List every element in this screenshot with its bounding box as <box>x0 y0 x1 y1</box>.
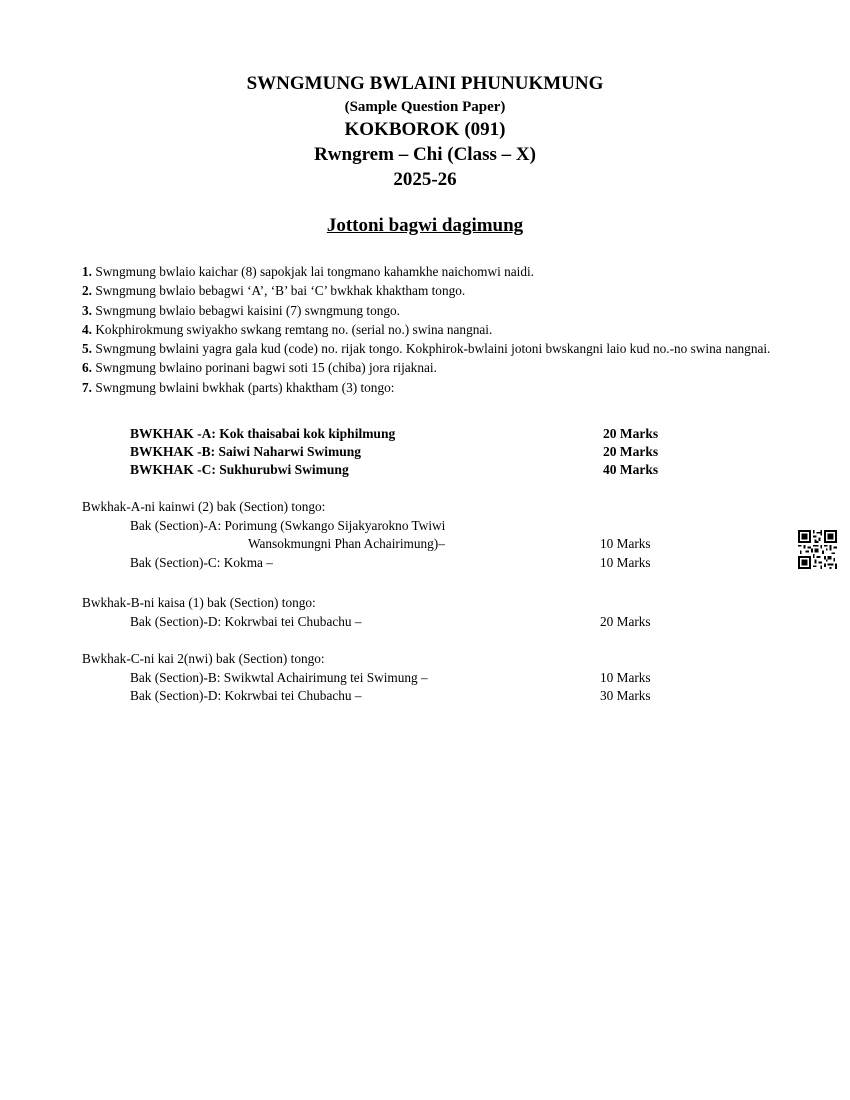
part-row <box>130 425 690 443</box>
instruction-number: 5. <box>82 341 92 357</box>
instruction-item <box>82 281 772 300</box>
section-block-c <box>82 650 682 706</box>
qr-code-icon <box>798 530 837 569</box>
section-line-text: Bak (Section)-C: Kokma – <box>130 554 273 570</box>
section-line <box>82 669 682 688</box>
instruction-number: 7. <box>82 379 92 395</box>
instruction-text: Swngmung bwlaino porinani bagwi soti 15 (chiba) jora rijaknai. <box>95 360 437 376</box>
instruction-item <box>82 301 772 320</box>
instruction-number: 2. <box>82 283 92 299</box>
section-line <box>82 517 682 536</box>
part-label: BWKHAK -B: Saiwi Naharwi Swimung <box>130 444 362 459</box>
page-subtitle: (Sample Question Paper) <box>344 99 506 115</box>
subject-code: KOKBOROK (091) <box>344 119 506 140</box>
instruction-number: 4. <box>82 321 92 337</box>
section-heading: Bwkhak-A-ni kainwi (2) bak (Section) tongo: <box>82 499 326 514</box>
part-label: BWKHAK -A: Kok thaisabai kok kiphilmung <box>130 426 396 441</box>
section-line-text: Bak (Section)-A: Porimung (Swkango Sijakyarokno Twiwi <box>130 517 446 533</box>
instruction-number: 1. <box>82 264 92 279</box>
instruction-text: Swngmung bwlaio bebagwi kaisini (7) swngmung tongo. <box>95 302 401 318</box>
instructions-list <box>82 262 772 397</box>
instruction-text: Kokphirokmung swiyakho swkang remtang no. (serial no.) swina nangnai. <box>95 321 493 337</box>
section-marks: 30 Marks <box>600 688 651 703</box>
section-line <box>82 613 682 632</box>
instruction-item <box>82 358 772 377</box>
instruction-item <box>82 339 772 358</box>
section-marks: 10 Marks <box>600 536 651 551</box>
instruction-text: Swngmung bwlaio bebagwi ‘A’, ‘B’ bai ‘C’ bwkhak khaktham tongo. <box>95 283 466 299</box>
section-line-text: Bak (Section)-D: Kokrwbai tei Chubachu – <box>130 688 362 703</box>
instruction-text: Swngmung bwlaio kaichar (8) sapokjak lai tongmano kahamkhe naichomwi naidi. <box>95 264 535 279</box>
section-block-b <box>82 594 682 631</box>
instruction-item <box>82 320 772 339</box>
class-label: Rwngrem – Chi (Class – X) <box>314 144 536 165</box>
section-heading: Bwkhak-C-ni kai 2(nwi) bak (Section) tongo: <box>82 651 325 666</box>
instruction-text: Swngmung bwlaini bwkhak (parts) khaktham (3) tongo: <box>95 379 395 395</box>
section-line-text: Bak (Section)-B: Swikwtal Achairimung tei Swimung – <box>130 669 428 685</box>
section-heading: Bwkhak-B-ni kaisa (1) bak (Section) tongo: <box>82 595 316 610</box>
part-label: BWKHAK -C: Sukhurubwi Swimung <box>130 462 349 477</box>
instruction-number: 3. <box>82 302 92 318</box>
part-marks: 20 Marks <box>603 444 659 459</box>
page-title: SWNGMUNG BWLAINI PHUNUKMUNG <box>246 73 604 94</box>
section-line <box>82 554 682 573</box>
section-line-text: Wansokmungni Phan Achairimung)– <box>248 536 445 551</box>
section-marks: 10 Marks <box>600 669 651 685</box>
instruction-text: Swngmung bwlaini yagra gala kud (code) no. rijak tongo. Kokphirok-bwlaini jotoni bwskangni laio kud no.-no swina nangnai. <box>95 341 771 357</box>
section-line <box>82 687 682 706</box>
section-marks: 10 Marks <box>600 554 651 570</box>
section-line-text: Bak (Section)-D: Kokrwbai tei Chubachu – <box>130 613 362 629</box>
session-year: 2025-26 <box>393 169 457 190</box>
instruction-item <box>82 262 772 281</box>
instruction-item <box>82 378 772 397</box>
instructions-heading: Jottoni bagwi dagimung <box>326 215 524 236</box>
parts-table <box>130 425 690 479</box>
part-marks: 20 Marks <box>603 426 659 441</box>
section-block-a <box>82 498 682 572</box>
part-row <box>130 443 690 461</box>
section-line-continued <box>82 535 682 554</box>
part-marks: 40 Marks <box>603 462 659 477</box>
instruction-number: 6. <box>82 360 92 376</box>
section-marks: 20 Marks <box>600 613 651 629</box>
part-row <box>130 461 690 479</box>
